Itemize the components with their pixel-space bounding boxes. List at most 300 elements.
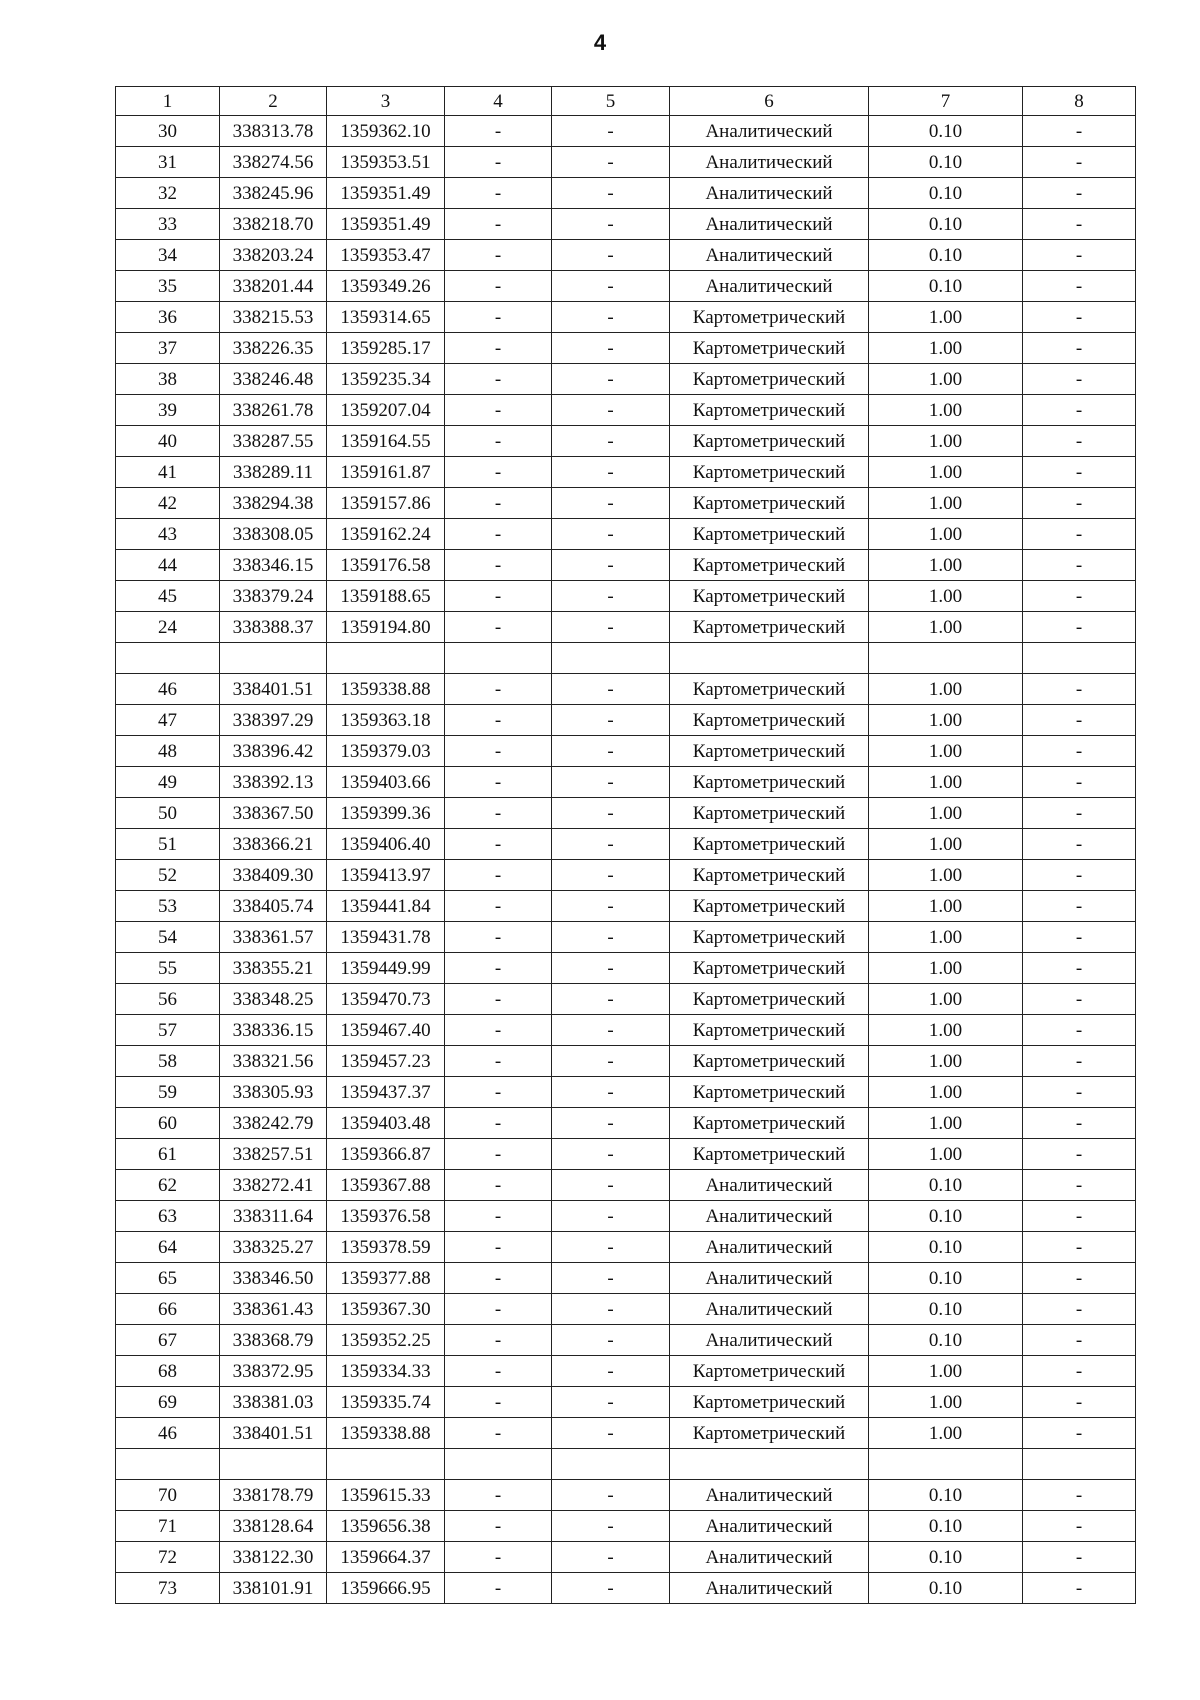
column-8-cell: - <box>1023 302 1136 333</box>
method-cell: Аналитический <box>670 1201 869 1232</box>
method-cell: Аналитический <box>670 1263 869 1294</box>
column-8-cell: - <box>1023 240 1136 271</box>
table-row <box>116 1170 1136 1201</box>
column-8-cell: - <box>1023 581 1136 612</box>
point-number-cell: 71 <box>116 1511 220 1542</box>
y-coordinate-cell: 1359367.88 <box>327 1170 445 1201</box>
column-5-cell: - <box>552 1356 670 1387</box>
y-coordinate-cell: 1359335.74 <box>327 1387 445 1418</box>
column-8-cell: - <box>1023 1108 1136 1139</box>
column-4-cell: - <box>445 1108 552 1139</box>
accuracy-cell: 0.10 <box>869 147 1023 178</box>
table-row <box>116 519 1136 550</box>
y-coordinate-cell: 1359157.86 <box>327 488 445 519</box>
table-row <box>116 953 1136 984</box>
y-coordinate-cell: 1359377.88 <box>327 1263 445 1294</box>
accuracy-cell: 0.10 <box>869 1542 1023 1573</box>
column-4-cell: - <box>445 1325 552 1356</box>
method-cell: Картометрический <box>670 302 869 333</box>
method-cell: Аналитический <box>670 1232 869 1263</box>
column-8-cell: - <box>1023 488 1136 519</box>
column-header: 6 <box>670 87 869 116</box>
column-8-cell: - <box>1023 333 1136 364</box>
x-coordinate-cell: 338294.38 <box>220 488 327 519</box>
column-4-cell <box>445 1449 552 1480</box>
column-4-cell: - <box>445 984 552 1015</box>
column-8-cell: - <box>1023 860 1136 891</box>
point-number-cell: 45 <box>116 581 220 612</box>
method-cell: Аналитический <box>670 1170 869 1201</box>
table-row <box>116 1356 1136 1387</box>
x-coordinate-cell <box>220 643 327 674</box>
y-coordinate-cell: 1359164.55 <box>327 426 445 457</box>
table-row <box>116 1325 1136 1356</box>
accuracy-cell: 1.00 <box>869 1046 1023 1077</box>
method-cell: Картометрический <box>670 488 869 519</box>
point-number-cell: 53 <box>116 891 220 922</box>
column-8-cell: - <box>1023 736 1136 767</box>
accuracy-cell: 0.10 <box>869 1573 1023 1604</box>
column-header: 7 <box>869 87 1023 116</box>
x-coordinate-cell <box>220 1449 327 1480</box>
column-8-cell: - <box>1023 364 1136 395</box>
column-4-cell: - <box>445 705 552 736</box>
method-cell: Аналитический <box>670 271 869 302</box>
point-number-cell: 39 <box>116 395 220 426</box>
column-5-cell: - <box>552 1511 670 1542</box>
x-coordinate-cell: 338388.37 <box>220 612 327 643</box>
column-4-cell: - <box>445 1480 552 1511</box>
x-coordinate-cell: 338321.56 <box>220 1046 327 1077</box>
y-coordinate-cell: 1359399.36 <box>327 798 445 829</box>
column-5-cell: - <box>552 736 670 767</box>
accuracy-cell: 0.10 <box>869 271 1023 302</box>
column-5-cell: - <box>552 767 670 798</box>
table-row <box>116 178 1136 209</box>
method-cell: Картометрический <box>670 891 869 922</box>
y-coordinate-cell <box>327 1449 445 1480</box>
y-coordinate-cell: 1359353.51 <box>327 147 445 178</box>
table-row <box>116 1108 1136 1139</box>
column-5-cell: - <box>552 271 670 302</box>
column-8-cell: - <box>1023 519 1136 550</box>
point-number-cell: 44 <box>116 550 220 581</box>
y-coordinate-cell: 1359314.65 <box>327 302 445 333</box>
x-coordinate-cell: 338305.93 <box>220 1077 327 1108</box>
table-row <box>116 147 1136 178</box>
column-8-cell: - <box>1023 1170 1136 1201</box>
column-8-cell: - <box>1023 1077 1136 1108</box>
point-number-cell: 61 <box>116 1139 220 1170</box>
y-coordinate-cell: 1359338.88 <box>327 1418 445 1449</box>
x-coordinate-cell: 338128.64 <box>220 1511 327 1542</box>
table-row <box>116 271 1136 302</box>
column-8-cell: - <box>1023 1542 1136 1573</box>
x-coordinate-cell: 338101.91 <box>220 1573 327 1604</box>
table-row <box>116 643 1136 674</box>
table-row <box>116 860 1136 891</box>
column-5-cell: - <box>552 209 670 240</box>
column-4-cell: - <box>445 1573 552 1604</box>
point-number-cell: 46 <box>116 1418 220 1449</box>
y-coordinate-cell: 1359161.87 <box>327 457 445 488</box>
column-8-cell: - <box>1023 984 1136 1015</box>
table-row <box>116 612 1136 643</box>
column-8-cell: - <box>1023 953 1136 984</box>
y-coordinate-cell: 1359656.38 <box>327 1511 445 1542</box>
x-coordinate-cell: 338308.05 <box>220 519 327 550</box>
method-cell: Картометрический <box>670 860 869 891</box>
table-row <box>116 1511 1136 1542</box>
column-5-cell: - <box>552 1263 670 1294</box>
column-8-cell <box>1023 1449 1136 1480</box>
x-coordinate-cell: 338261.78 <box>220 395 327 426</box>
accuracy-cell: 0.10 <box>869 1294 1023 1325</box>
x-coordinate-cell: 338372.95 <box>220 1356 327 1387</box>
y-coordinate-cell: 1359162.24 <box>327 519 445 550</box>
x-coordinate-cell: 338178.79 <box>220 1480 327 1511</box>
accuracy-cell: 1.00 <box>869 736 1023 767</box>
y-coordinate-cell: 1359363.18 <box>327 705 445 736</box>
method-cell: Картометрический <box>670 674 869 705</box>
method-cell: Картометрический <box>670 395 869 426</box>
column-5-cell: - <box>552 1046 670 1077</box>
x-coordinate-cell: 338366.21 <box>220 829 327 860</box>
accuracy-cell: 0.10 <box>869 1232 1023 1263</box>
column-5-cell: - <box>552 240 670 271</box>
column-4-cell: - <box>445 519 552 550</box>
point-number-cell: 24 <box>116 612 220 643</box>
accuracy-cell: 1.00 <box>869 860 1023 891</box>
y-coordinate-cell: 1359176.58 <box>327 550 445 581</box>
x-coordinate-cell: 338348.25 <box>220 984 327 1015</box>
method-cell: Аналитический <box>670 1294 869 1325</box>
table-row <box>116 922 1136 953</box>
column-4-cell: - <box>445 798 552 829</box>
y-coordinate-cell: 1359431.78 <box>327 922 445 953</box>
y-coordinate-cell: 1359285.17 <box>327 333 445 364</box>
column-5-cell: - <box>552 302 670 333</box>
accuracy-cell: 1.00 <box>869 1356 1023 1387</box>
column-4-cell: - <box>445 240 552 271</box>
table-row <box>116 488 1136 519</box>
column-4-cell: - <box>445 1263 552 1294</box>
y-coordinate-cell: 1359441.84 <box>327 891 445 922</box>
y-coordinate-cell: 1359467.40 <box>327 1015 445 1046</box>
column-5-cell: - <box>552 860 670 891</box>
x-coordinate-cell: 338405.74 <box>220 891 327 922</box>
point-number-cell: 70 <box>116 1480 220 1511</box>
method-cell: Картометрический <box>670 1356 869 1387</box>
accuracy-cell: 1.00 <box>869 984 1023 1015</box>
method-cell: Картометрический <box>670 798 869 829</box>
column-4-cell: - <box>445 1356 552 1387</box>
point-number-cell: 72 <box>116 1542 220 1573</box>
method-cell: Картометрический <box>670 736 869 767</box>
accuracy-cell: 0.10 <box>869 240 1023 271</box>
column-5-cell: - <box>552 1015 670 1046</box>
table-row <box>116 829 1136 860</box>
y-coordinate-cell: 1359194.80 <box>327 612 445 643</box>
method-cell: Картометрический <box>670 767 869 798</box>
column-8-cell: - <box>1023 116 1136 147</box>
table-row <box>116 240 1136 271</box>
column-8-cell: - <box>1023 1325 1136 1356</box>
y-coordinate-cell: 1359470.73 <box>327 984 445 1015</box>
y-coordinate-cell: 1359403.66 <box>327 767 445 798</box>
table-row <box>116 984 1136 1015</box>
column-8-cell: - <box>1023 891 1136 922</box>
x-coordinate-cell: 338381.03 <box>220 1387 327 1418</box>
column-4-cell: - <box>445 1542 552 1573</box>
column-5-cell: - <box>552 178 670 209</box>
table-row <box>116 1418 1136 1449</box>
accuracy-cell: 1.00 <box>869 364 1023 395</box>
method-cell: Картометрический <box>670 426 869 457</box>
column-8-cell: - <box>1023 922 1136 953</box>
column-header: 2 <box>220 87 327 116</box>
y-coordinate-cell: 1359352.25 <box>327 1325 445 1356</box>
point-number-cell: 62 <box>116 1170 220 1201</box>
column-8-cell: - <box>1023 798 1136 829</box>
accuracy-cell: 1.00 <box>869 891 1023 922</box>
table-row <box>116 426 1136 457</box>
column-4-cell: - <box>445 1511 552 1542</box>
column-5-cell: - <box>552 1387 670 1418</box>
x-coordinate-cell: 338257.51 <box>220 1139 327 1170</box>
accuracy-cell: 1.00 <box>869 519 1023 550</box>
method-cell: Картометрический <box>670 953 869 984</box>
table-row <box>116 891 1136 922</box>
x-coordinate-cell: 338361.43 <box>220 1294 327 1325</box>
method-cell: Аналитический <box>670 178 869 209</box>
method-cell: Картометрический <box>670 1387 869 1418</box>
column-8-cell: - <box>1023 674 1136 705</box>
column-8-cell: - <box>1023 1573 1136 1604</box>
x-coordinate-cell: 338274.56 <box>220 147 327 178</box>
x-coordinate-cell: 338218.70 <box>220 209 327 240</box>
point-number-cell: 58 <box>116 1046 220 1077</box>
method-cell: Картометрический <box>670 1015 869 1046</box>
accuracy-cell: 1.00 <box>869 705 1023 736</box>
x-coordinate-cell: 338289.11 <box>220 457 327 488</box>
accuracy-cell: 0.10 <box>869 1263 1023 1294</box>
page-number: 4 <box>593 30 607 55</box>
column-5-cell: - <box>552 1294 670 1325</box>
point-number-cell: 38 <box>116 364 220 395</box>
column-4-cell: - <box>445 116 552 147</box>
column-8-cell: - <box>1023 178 1136 209</box>
accuracy-cell: 1.00 <box>869 674 1023 705</box>
column-header: 8 <box>1023 87 1136 116</box>
table-row <box>116 1046 1136 1077</box>
table-row <box>116 1480 1136 1511</box>
column-5-cell: - <box>552 953 670 984</box>
y-coordinate-cell <box>327 643 445 674</box>
point-number-cell: 34 <box>116 240 220 271</box>
point-number-cell: 60 <box>116 1108 220 1139</box>
method-cell <box>670 643 869 674</box>
table-body <box>116 116 1136 1604</box>
accuracy-cell <box>869 1449 1023 1480</box>
point-number-cell: 31 <box>116 147 220 178</box>
point-number-cell: 50 <box>116 798 220 829</box>
table-row <box>116 364 1136 395</box>
column-5-cell: - <box>552 829 670 860</box>
table-row <box>116 302 1136 333</box>
column-5-cell <box>552 1449 670 1480</box>
x-coordinate-cell: 338215.53 <box>220 302 327 333</box>
column-4-cell: - <box>445 1387 552 1418</box>
y-coordinate-cell: 1359379.03 <box>327 736 445 767</box>
column-8-cell: - <box>1023 1294 1136 1325</box>
table-row <box>116 1387 1136 1418</box>
column-8-cell: - <box>1023 395 1136 426</box>
x-coordinate-cell: 338346.50 <box>220 1263 327 1294</box>
point-number-cell: 73 <box>116 1573 220 1604</box>
point-number-cell: 67 <box>116 1325 220 1356</box>
x-coordinate-cell: 338313.78 <box>220 116 327 147</box>
column-5-cell: - <box>552 116 670 147</box>
table-row <box>116 705 1136 736</box>
column-4-cell: - <box>445 612 552 643</box>
column-8-cell: - <box>1023 1387 1136 1418</box>
point-number-cell: 40 <box>116 426 220 457</box>
column-4-cell: - <box>445 953 552 984</box>
column-8-cell: - <box>1023 1015 1136 1046</box>
accuracy-cell: 0.10 <box>869 116 1023 147</box>
x-coordinate-cell: 338392.13 <box>220 767 327 798</box>
column-header: 3 <box>327 87 445 116</box>
column-header: 5 <box>552 87 670 116</box>
column-4-cell: - <box>445 364 552 395</box>
x-coordinate-cell: 338203.24 <box>220 240 327 271</box>
column-8-cell: - <box>1023 550 1136 581</box>
accuracy-cell: 1.00 <box>869 953 1023 984</box>
column-4-cell: - <box>445 1170 552 1201</box>
point-number-cell: 55 <box>116 953 220 984</box>
column-4-cell: - <box>445 147 552 178</box>
column-header: 4 <box>445 87 552 116</box>
x-coordinate-cell: 338368.79 <box>220 1325 327 1356</box>
column-4-cell: - <box>445 1046 552 1077</box>
accuracy-cell: 1.00 <box>869 829 1023 860</box>
x-coordinate-cell: 338396.42 <box>220 736 327 767</box>
y-coordinate-cell: 1359351.49 <box>327 178 445 209</box>
column-8-cell: - <box>1023 1480 1136 1511</box>
column-8-cell <box>1023 643 1136 674</box>
x-coordinate-cell: 338246.48 <box>220 364 327 395</box>
y-coordinate-cell: 1359457.23 <box>327 1046 445 1077</box>
table-row <box>116 1139 1136 1170</box>
column-5-cell: - <box>552 798 670 829</box>
column-5-cell: - <box>552 333 670 364</box>
table-row <box>116 674 1136 705</box>
column-5-cell: - <box>552 1139 670 1170</box>
column-8-cell: - <box>1023 1232 1136 1263</box>
y-coordinate-cell: 1359615.33 <box>327 1480 445 1511</box>
method-cell: Аналитический <box>670 1480 869 1511</box>
accuracy-cell: 1.00 <box>869 395 1023 426</box>
column-4-cell: - <box>445 1418 552 1449</box>
column-5-cell: - <box>552 922 670 953</box>
column-8-cell: - <box>1023 1139 1136 1170</box>
column-4-cell: - <box>445 1015 552 1046</box>
column-4-cell: - <box>445 829 552 860</box>
point-number-cell: 43 <box>116 519 220 550</box>
accuracy-cell: 1.00 <box>869 767 1023 798</box>
x-coordinate-cell: 338346.15 <box>220 550 327 581</box>
column-5-cell: - <box>552 1201 670 1232</box>
column-5-cell: - <box>552 1325 670 1356</box>
point-number-cell: 57 <box>116 1015 220 1046</box>
column-4-cell: - <box>445 1232 552 1263</box>
y-coordinate-cell: 1359334.33 <box>327 1356 445 1387</box>
method-cell: Картометрический <box>670 333 869 364</box>
column-header: 1 <box>116 87 220 116</box>
method-cell: Картометрический <box>670 705 869 736</box>
method-cell: Картометрический <box>670 550 869 581</box>
point-number-cell: 65 <box>116 1263 220 1294</box>
method-cell: Аналитический <box>670 209 869 240</box>
x-coordinate-cell: 338361.57 <box>220 922 327 953</box>
accuracy-cell: 1.00 <box>869 612 1023 643</box>
point-number-cell: 32 <box>116 178 220 209</box>
x-coordinate-cell: 338397.29 <box>220 705 327 736</box>
x-coordinate-cell: 338401.51 <box>220 674 327 705</box>
y-coordinate-cell: 1359664.37 <box>327 1542 445 1573</box>
point-number-cell: 46 <box>116 674 220 705</box>
column-4-cell: - <box>445 550 552 581</box>
table-row <box>116 395 1136 426</box>
column-5-cell: - <box>552 891 670 922</box>
accuracy-cell: 1.00 <box>869 1139 1023 1170</box>
column-8-cell: - <box>1023 209 1136 240</box>
column-4-cell: - <box>445 1201 552 1232</box>
column-4-cell: - <box>445 178 552 209</box>
column-4-cell: - <box>445 395 552 426</box>
x-coordinate-cell: 338245.96 <box>220 178 327 209</box>
column-5-cell: - <box>552 1418 670 1449</box>
point-number-cell: 30 <box>116 116 220 147</box>
point-number-cell: 52 <box>116 860 220 891</box>
accuracy-cell: 1.00 <box>869 581 1023 612</box>
y-coordinate-cell: 1359188.65 <box>327 581 445 612</box>
column-4-cell: - <box>445 1294 552 1325</box>
accuracy-cell: 1.00 <box>869 333 1023 364</box>
y-coordinate-cell: 1359378.59 <box>327 1232 445 1263</box>
column-8-cell: - <box>1023 1511 1136 1542</box>
table-row <box>116 581 1136 612</box>
method-cell: Аналитический <box>670 240 869 271</box>
method-cell <box>670 1449 869 1480</box>
method-cell: Картометрический <box>670 1108 869 1139</box>
table-row <box>116 116 1136 147</box>
column-5-cell: - <box>552 1573 670 1604</box>
column-4-cell: - <box>445 302 552 333</box>
x-coordinate-cell: 338325.27 <box>220 1232 327 1263</box>
column-4-cell: - <box>445 736 552 767</box>
column-5-cell: - <box>552 1108 670 1139</box>
point-number-cell: 69 <box>116 1387 220 1418</box>
column-5-cell: - <box>552 426 670 457</box>
point-number-cell: 51 <box>116 829 220 860</box>
column-4-cell: - <box>445 488 552 519</box>
point-number-cell: 47 <box>116 705 220 736</box>
method-cell: Картометрический <box>670 457 869 488</box>
column-5-cell: - <box>552 519 670 550</box>
column-4-cell: - <box>445 209 552 240</box>
